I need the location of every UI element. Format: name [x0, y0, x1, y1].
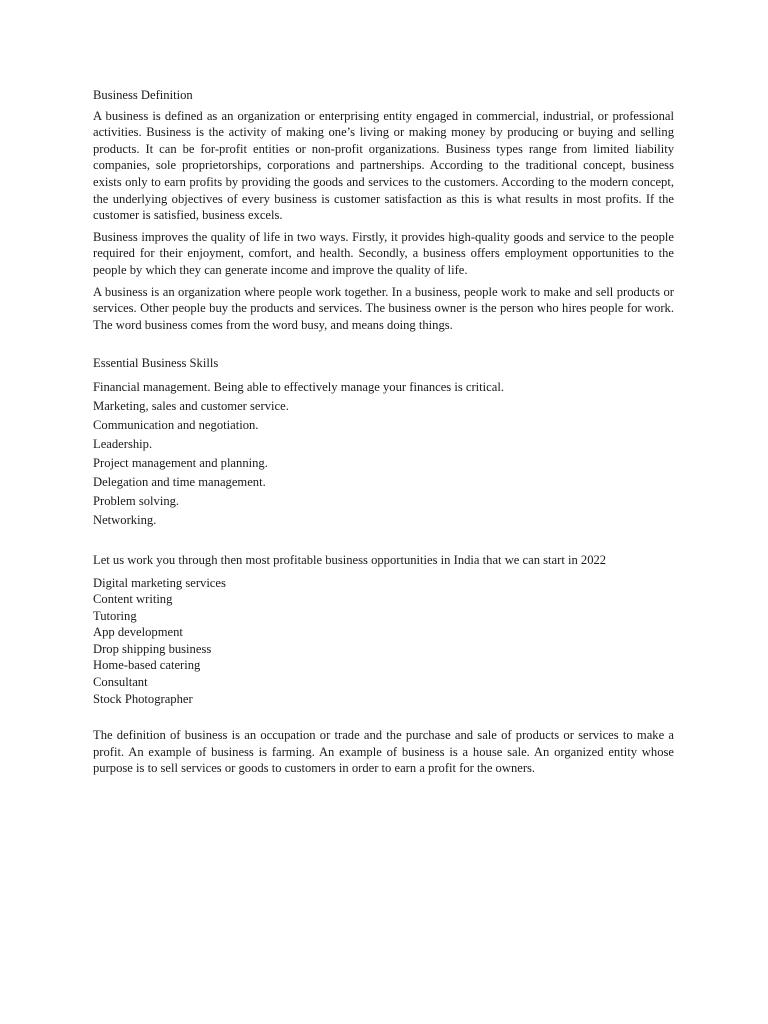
list-item: Leadership.	[93, 436, 153, 451]
essential-skills-heading: Essential Business Skills	[93, 356, 219, 371]
opportunities-list	[93, 575, 674, 708]
list-item: Tutoring	[93, 608, 137, 623]
list-item: Marketing, sales and customer service.	[93, 398, 289, 413]
skills-list	[93, 378, 674, 530]
business-definition-heading: Business Definition	[93, 88, 193, 102]
definition-paragraph-1: A business is defined as an organization or enterprising entity engaged in commercial, industrial, or professional activities. Business is the activity of making one’s living or making money by producing or buying and selling products. It can be for-profit entities or non-profit organizations. Business types range from limited liability companies, sole proprietorships, corporations and partnerships. According to the traditional concept, business exists only to earn profits by providing the goods and services to the customers. According to the modern concept, the underlying objectives of every business is customer satisfaction as this is what results in most profits. If the customer is satisfied, business excels.	[93, 108, 674, 223]
list-item: Drop shipping business	[93, 641, 212, 656]
list-item: Problem solving.	[93, 493, 180, 508]
list-item: Project management and planning.	[93, 455, 268, 470]
list-item: Delegation and time management.	[93, 474, 266, 489]
list-item: Consultant	[93, 675, 148, 690]
list-item: App development	[93, 625, 183, 640]
closing-paragraph: The definition of business is an occupation or trade and the purchase and sale of products or services to make a profit. An example of business is farming. An example of business is a house sale. An organized entity whose purpose is to sell services or goods to customers in order to earn a profit for the owners.	[93, 728, 674, 776]
list-item: Communication and negotiation.	[93, 417, 259, 432]
list-item: Home-based catering	[93, 658, 201, 673]
opportunities-intro: Let us work you through then most profitable business opportunities in India that we can start in 2022	[93, 552, 607, 567]
definition-paragraph-3: A business is an organization where people work together. In a business, people work to make and sell products or services. Other people buy the products and services. The business owner is the person who hires people for work. The word business comes from the word busy, and means doing things.	[93, 284, 674, 332]
list-item: Networking.	[93, 512, 157, 527]
list-item: Financial management. Being able to effectively manage your finances is critical.	[93, 379, 505, 394]
list-item: Content writing	[93, 592, 173, 607]
list-item: Digital marketing services	[93, 575, 226, 590]
definition-paragraph-2: Business improves the quality of life in two ways. Firstly, it provides high-quality goods and service to the people required for their enjoyment, comfort, and health. Secondly, a business offers employment opportunities to the people by which they can generate income and improve the quality of life.	[93, 229, 674, 277]
list-item: Stock Photographer	[93, 691, 193, 706]
document-body	[93, 87, 674, 777]
